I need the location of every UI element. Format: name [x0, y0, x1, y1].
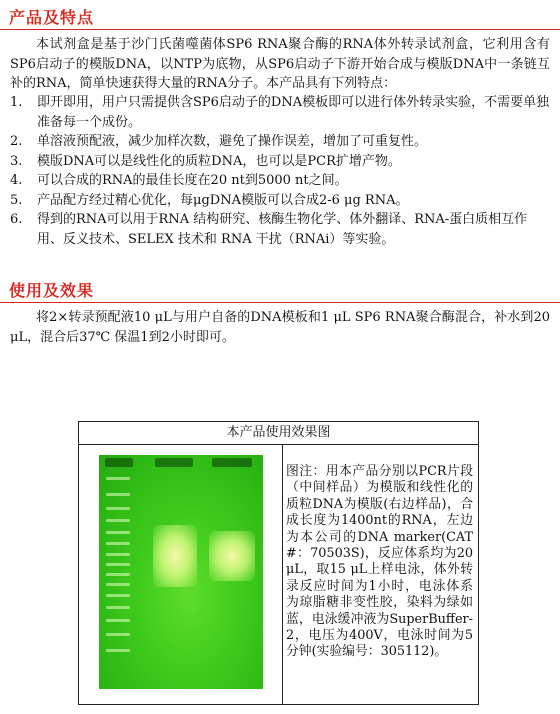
ladder-band: [106, 573, 130, 576]
feature-text: 得到的RNA可以用于RNA 结构研究、核酶生物化学、体外翻译、RNA-蛋白质相互作用、反义技术、SELEX 技术和 RNA 干扰（RNAi）等实验。: [37, 212, 528, 247]
feature-item: 1. 即开即用，用户只需提供含SP6启动子的DNA模板即可以进行体外转录实验，不需要单独准备每一个成份。: [10, 95, 550, 130]
feature-list: [10, 93, 550, 249]
gel-well: [105, 458, 133, 467]
ladder-band: [106, 531, 130, 534]
section-divider: [0, 29, 560, 30]
gel-image: [99, 455, 263, 689]
feature-text: 可以合成的RNA的最佳长度在20 nt到5000 nt之间。: [37, 173, 348, 188]
ladder-band: [106, 594, 130, 597]
ladder-band: [106, 477, 130, 480]
intro-paragraph: 本试剂盒是基于沙门氏菌噬菌体SP6 RNA聚合酶的RNA体外转录试剂盒，它利用含有SP6启动子的模版DNA，以NTP为底物，从SP6启动子下游开始合成与模版DNA中一条链互补的RNA，简单快速获得大量的RNA分子。本产品具有下列特点：: [10, 37, 550, 91]
ladder-band: [106, 563, 130, 566]
section-heading-features: 产品及特点: [9, 8, 95, 27]
feature-item: 6. 得到的RNA可以用于RNA 结构研究、核酶生物化学、体外翻译、RNA-蛋白质相互作用、反义技术、SELEX 技术和 RNA 干扰（RNAi）等实验。: [10, 212, 528, 247]
result-figure: [78, 421, 479, 705]
figure-caption: 图注：用本产品分别以PCR片段（中间样品）为模版和线性化的质粒DNA为模版(右边样品)，合成长度为1400nt的RNA，左边为本公司的DNA marker(CAT#：70503S)，反应体系均为20 μL，取15 μL上样电泳，体外转录反应时间为1小时，电泳体系为琼脂糖非变性胶，染料为绿如蓝，电泳缓冲液为SuperBuffer-2，电压为400V，电泳时间为5分钟(实验编号：305112)。: [286, 464, 473, 660]
feature-text: 即开即用，用户只需提供含SP6启动子的DNA模板即可以进行体外转录实验，不需要单独准备每一个成份。: [37, 95, 550, 130]
ladder-band: [106, 606, 130, 609]
feature-text: 模版DNA可以是线性化的质粒DNA，也可以是PCR扩增产物。: [37, 153, 401, 169]
ladder-band: [106, 493, 130, 496]
usage-paragraph: 将2×转录预配液10 μL与用户自备的DNA模板和1 μL SP6 RNA聚合酶混合，补水到20 μL，混合后37℃ 保温1到2小时即可。: [10, 310, 550, 345]
gel-well: [212, 458, 252, 467]
feature-text: 单溶液预配液，减少加样次数，避免了操作误差，增加了可重复性。: [37, 134, 428, 149]
ladder-band: [106, 649, 130, 652]
ladder-band: [106, 633, 130, 636]
rna-band-plasmid: [209, 531, 255, 581]
feature-item: 4. 可以合成的RNA的最佳长度在20 nt到5000 nt之间。: [10, 173, 348, 188]
ladder-band: [106, 507, 130, 510]
feature-item: 3. 模版DNA可以是线性化的质粒DNA，也可以是PCR扩增产物。: [10, 153, 401, 169]
feature-item: 2. 单溶液预配液，减少加样次数，避免了操作误差，增加了可重复性。: [10, 134, 428, 149]
figure-title: 本产品使用效果图: [79, 422, 478, 445]
ladder-band: [106, 519, 130, 522]
section-heading-usage: 使用及效果: [9, 281, 95, 300]
ladder-band: [106, 553, 130, 556]
feature-item: 5. 产品配方经过精心优化，每μgDNA模版可以合成2-6 μg RNA。: [10, 192, 409, 208]
gel-well: [155, 458, 193, 467]
ladder-band: [106, 542, 130, 545]
ladder-band: [106, 583, 130, 586]
feature-text: 产品配方经过精心优化，每μgDNA模版可以合成2-6 μg RNA。: [37, 192, 409, 208]
ladder-band: [106, 619, 130, 622]
rna-band-pcr: [153, 525, 197, 587]
figure-divider: [282, 444, 283, 705]
section-divider: [0, 302, 560, 303]
